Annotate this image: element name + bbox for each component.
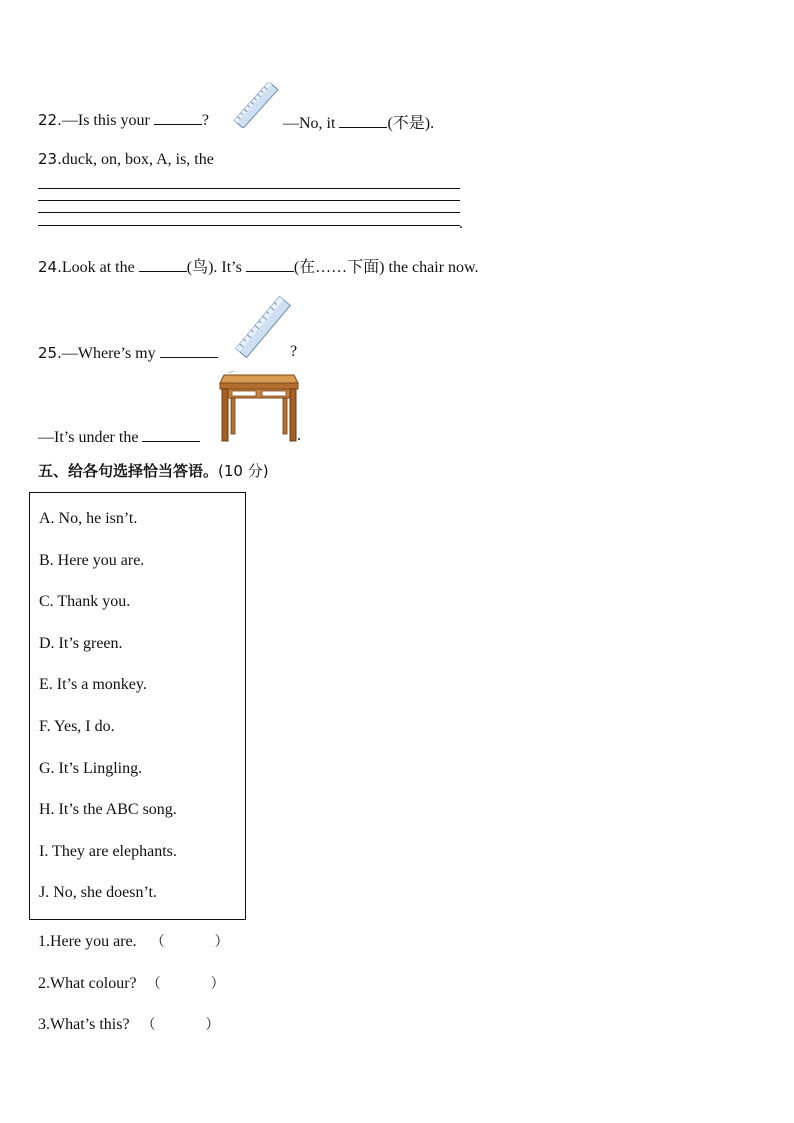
question-mark: ? <box>290 343 298 360</box>
question-number: 23. <box>38 150 62 168</box>
section-heading <box>38 460 269 481</box>
answer-blank[interactable] <box>142 427 200 442</box>
question-text: 2.What colour? <box>38 975 137 992</box>
question-number: 22. <box>38 111 62 129</box>
option-i: I. They are elephants. <box>39 843 177 860</box>
answer-blank[interactable] <box>154 110 202 125</box>
paren-open: （ <box>146 976 161 992</box>
question-text: (鸟). It’s <box>186 259 242 276</box>
desk-icon <box>218 369 300 443</box>
answer-text: —No, it <box>283 115 336 132</box>
option-d: D. It’s green. <box>39 635 123 652</box>
question-1 <box>38 931 229 951</box>
answer-blank[interactable] <box>139 257 187 272</box>
question-23 <box>38 150 214 169</box>
section-score: (10 分) <box>218 462 269 480</box>
ruler-icon <box>232 296 294 358</box>
section-title: 五、给各句选择恰当答语。 <box>38 462 219 480</box>
answer-hint: (不是). <box>387 115 435 132</box>
ruler-icon <box>232 82 280 128</box>
option-b: B. Here you are. <box>39 552 145 569</box>
question-text: —Where’s my <box>61 345 156 362</box>
option-f: F. Yes, I do. <box>39 718 115 735</box>
question-number: 25. <box>38 344 62 362</box>
paren-open: （ <box>150 934 165 950</box>
answer-blank[interactable] <box>246 257 294 272</box>
paren-close: ） <box>214 934 229 950</box>
question-text: Look at the <box>61 259 135 276</box>
answer-options-box <box>29 492 246 920</box>
sentence-period: . <box>297 427 301 444</box>
question-25-answer <box>38 427 200 447</box>
writing-line[interactable] <box>38 188 460 189</box>
option-g: G. It’s Lingling. <box>39 760 143 777</box>
question-mark: ? <box>201 112 209 129</box>
question-25 <box>38 343 218 363</box>
paren-close: ） <box>210 976 225 992</box>
writing-line[interactable] <box>38 212 460 213</box>
question-text: 3.What’s this? <box>38 1016 130 1033</box>
question-text: 1.Here you are. <box>38 933 137 950</box>
question-text: —Is this your <box>61 112 150 129</box>
question-number: 24. <box>38 258 62 276</box>
question-2 <box>38 973 225 993</box>
question-22 <box>38 110 209 130</box>
answer-blank[interactable] <box>160 343 218 358</box>
writing-line[interactable] <box>38 200 460 201</box>
option-h: H. It’s the ABC song. <box>39 801 177 818</box>
answer-text: —It’s under the <box>38 429 139 446</box>
option-j: J. No, she doesn’t. <box>39 884 157 901</box>
option-a: A. No, he isn’t. <box>39 510 138 527</box>
sentence-period: . <box>459 215 463 232</box>
question-24 <box>38 254 479 277</box>
option-e: E. It’s a monkey. <box>39 676 147 693</box>
option-c: C. Thank you. <box>39 593 131 610</box>
scrambled-words: duck, on, box, A, is, the <box>61 151 214 168</box>
question-text: (在……下面) the chair now. <box>293 259 479 276</box>
question-22-answer <box>283 110 434 133</box>
writing-line[interactable] <box>38 225 460 226</box>
question-3 <box>38 1014 220 1034</box>
answer-blank[interactable] <box>339 113 387 128</box>
paren-close: ） <box>205 1017 220 1033</box>
paren-open: （ <box>141 1017 156 1033</box>
